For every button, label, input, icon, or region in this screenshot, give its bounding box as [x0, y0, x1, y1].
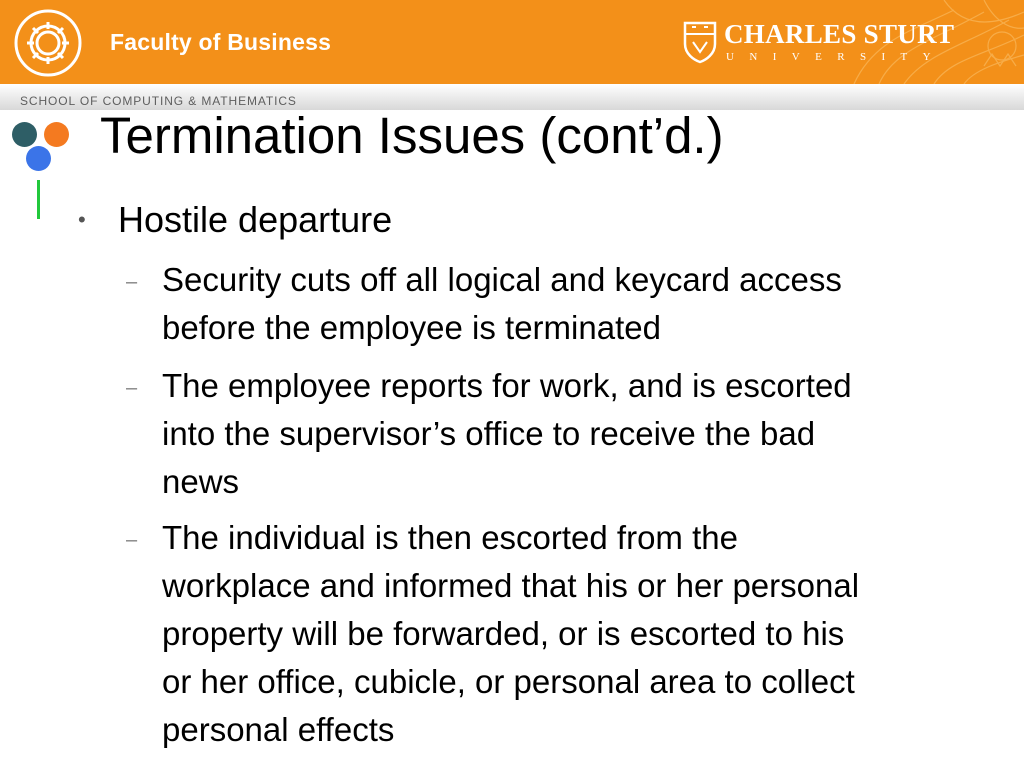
- dash-icon: –: [126, 271, 138, 293]
- sub-bullet-line: property will be forwarded, or is escorted to his: [162, 615, 845, 652]
- slide-title: Termination Issues (cont’d.): [100, 107, 724, 164]
- university-name: CHARLES STURT: [724, 19, 955, 49]
- faculty-name: Faculty of Business: [110, 29, 332, 55]
- sub-bullet-line: The individual is then escorted from the: [162, 519, 738, 556]
- sub-bullet-line: news: [162, 463, 240, 500]
- dash-icon: –: [126, 529, 138, 551]
- bullet-icon: •: [78, 207, 86, 232]
- bullet-text: Hostile departure: [118, 199, 393, 240]
- sub-bullet-line: or her office, cubicle, or personal area to collect: [162, 663, 855, 700]
- sub-bullet-line: workplace and informed that his or her personal: [162, 567, 860, 604]
- sub-bullet-line: personal effects: [162, 711, 395, 748]
- sub-bullet-line: before the employee is terminated: [162, 309, 661, 346]
- university-subtitle: UNIVERSITY: [726, 51, 946, 63]
- sub-bullet-line: into the supervisor’s office to receive the bad: [162, 415, 816, 452]
- sub-bullet-line: The employee reports for work, and is escorted: [162, 367, 852, 404]
- school-name: SCHOOL OF COMPUTING & MATHEMATICS: [20, 94, 297, 108]
- sub-bullet-line: Security cuts off all logical and keycard access: [162, 261, 842, 298]
- dash-icon: –: [126, 377, 138, 399]
